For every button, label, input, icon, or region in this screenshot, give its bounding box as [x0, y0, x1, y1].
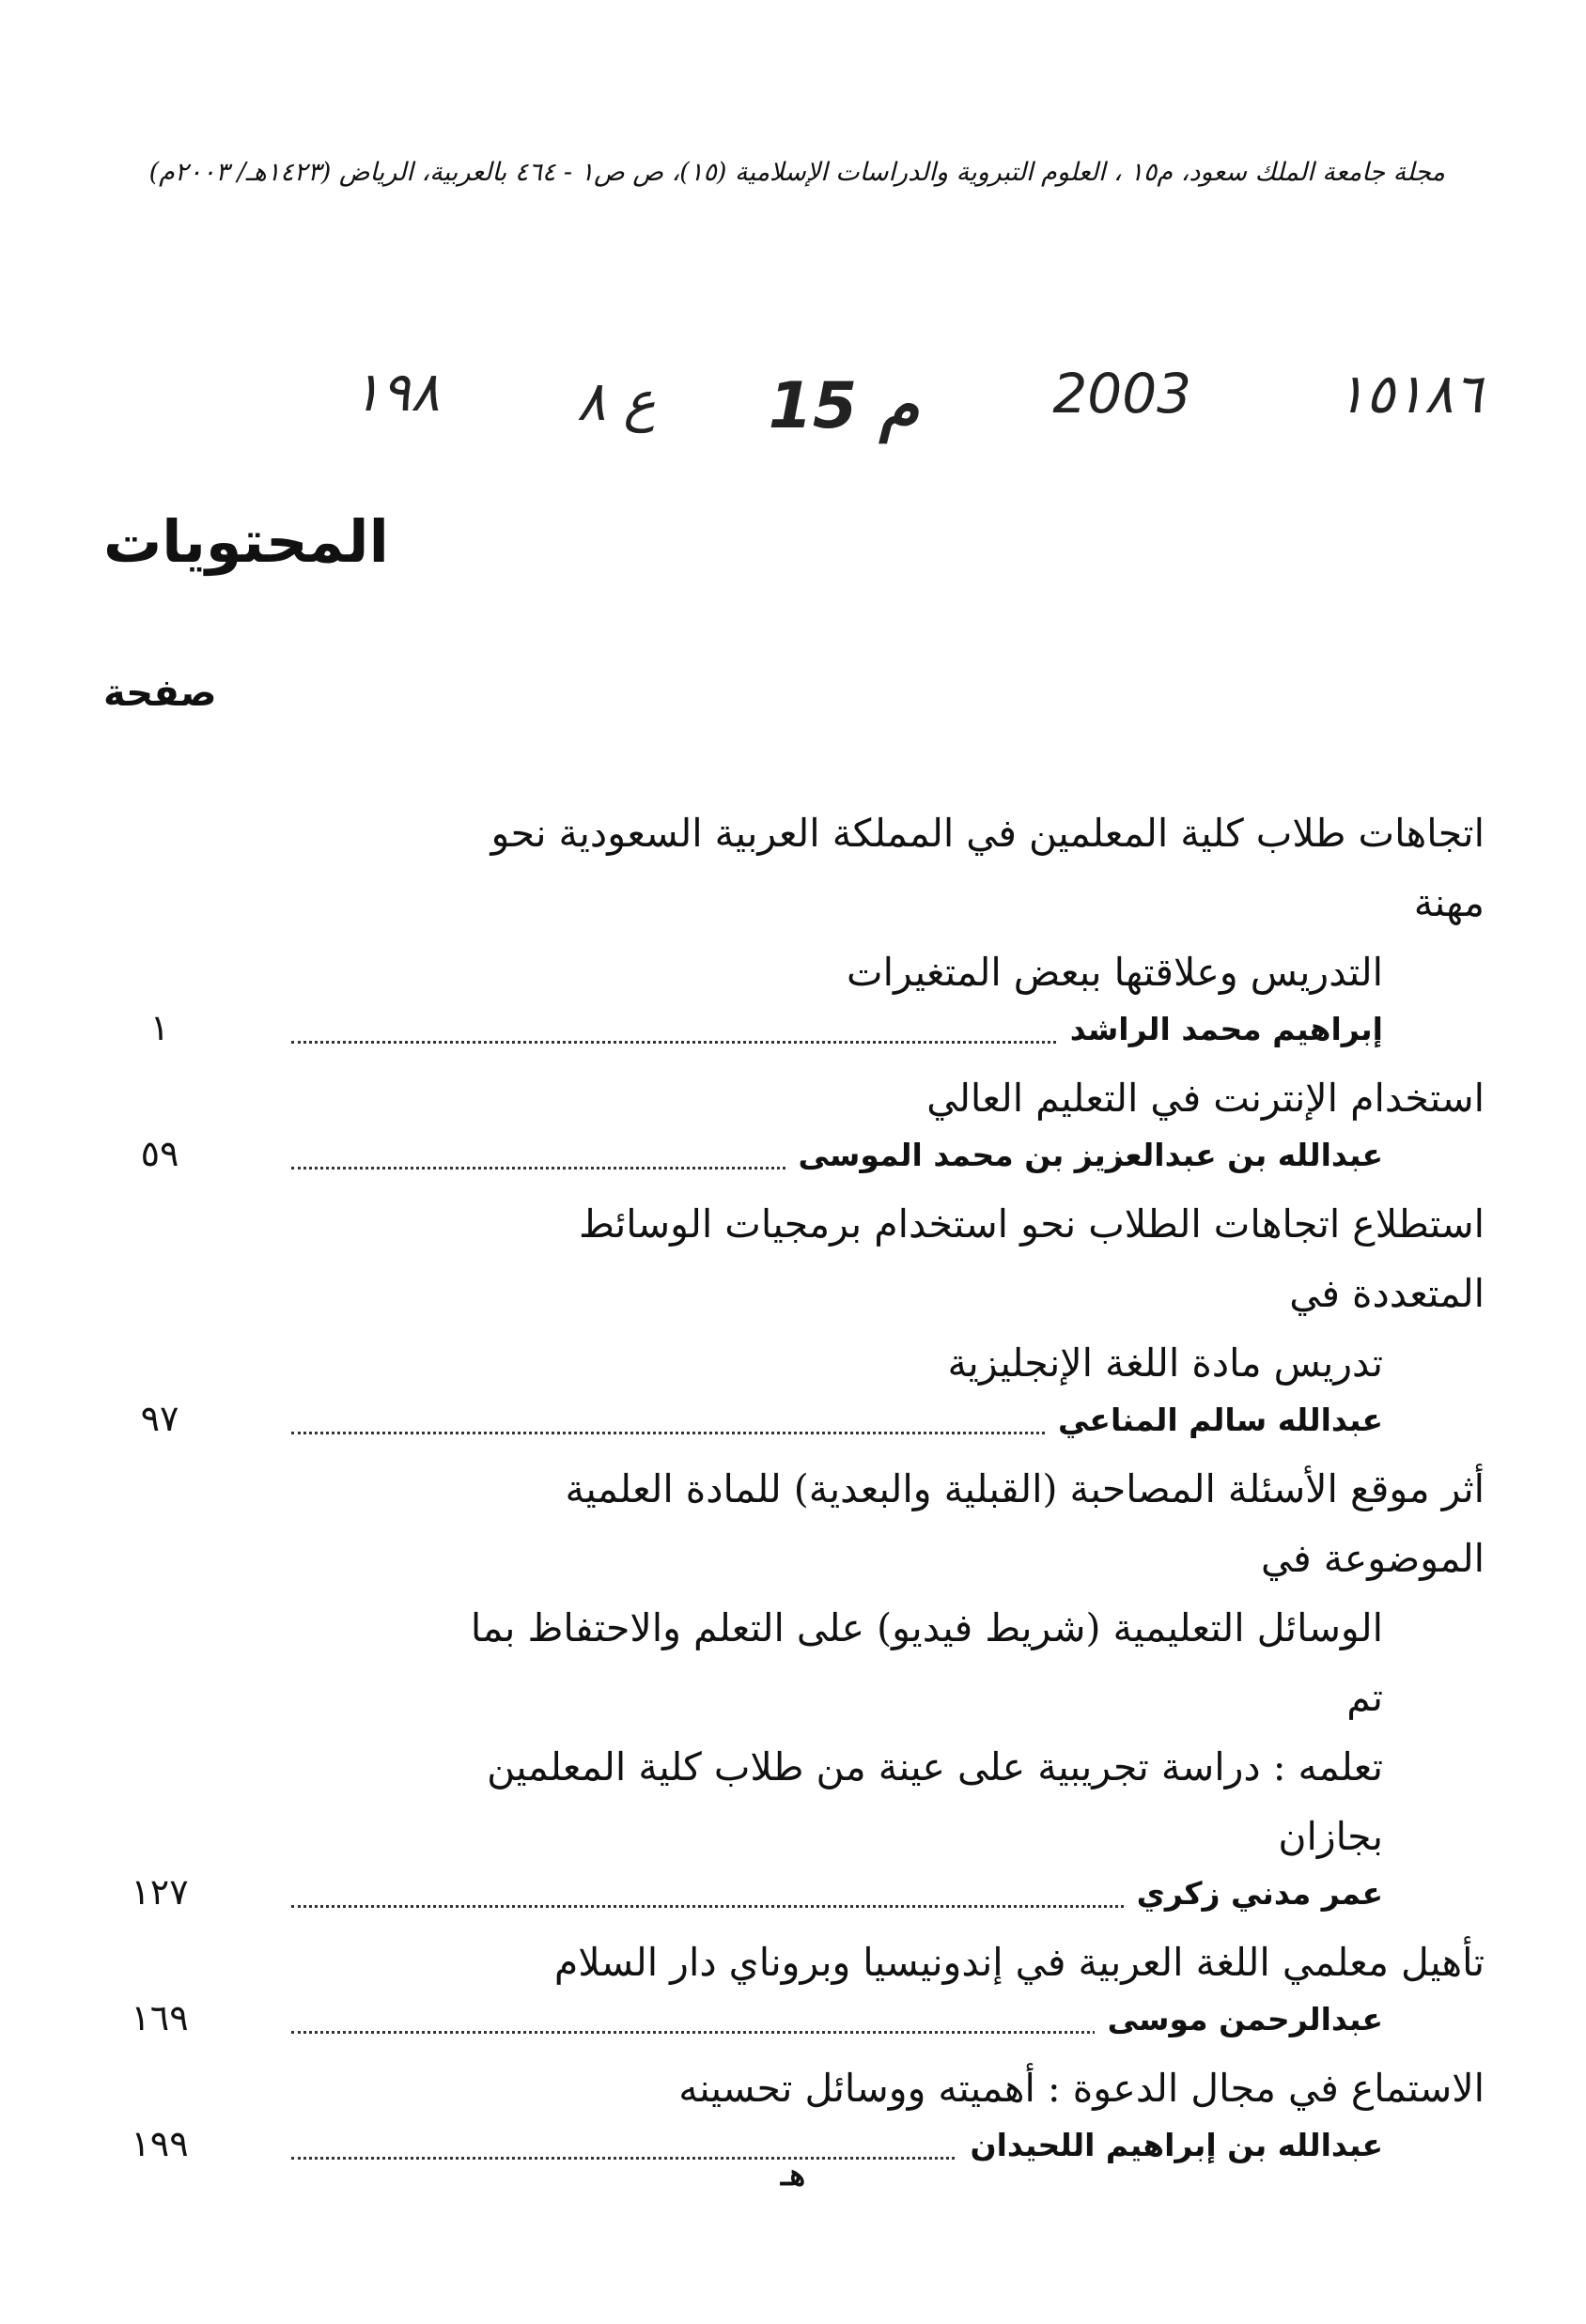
entry-author: عبدالله بن عبدالعزيز بن محمد الموسى — [785, 1137, 1384, 1173]
entry-title-line: أثر موقع الأسئلة المصاحبة (القبلية والبعدية) للمادة العلمية الموضوعة في — [565, 1466, 1485, 1581]
handwritten-note: ١٩٨ — [351, 360, 440, 424]
journal-citation: مجلة جامعة الملك سعود، م١٥ ، العلوم التبروية والدراسات الإسلامية (١٥)، ص ص١ - ٤٦٤ بالعربية، الرياض (١٤٢٣هـ/ ٢٠٠٣م) — [148, 158, 1445, 187]
author-row — [103, 1871, 1485, 1928]
page-title: المحتويات — [103, 507, 389, 576]
entry-title — [103, 1454, 1485, 1871]
toc-entry — [103, 1454, 1485, 1928]
author-row — [103, 1398, 1485, 1454]
entry-page-number: ١٢٧ — [131, 1871, 189, 1913]
entry-author: عبدالله بن إبراهيم اللحيدان — [956, 2127, 1383, 2163]
author-row — [103, 1997, 1485, 2053]
handwritten-note: م 15 — [768, 369, 919, 443]
handwritten-note: 2003 — [1052, 362, 1191, 426]
entry-title-line: التدريس وعلاقتها ببعض المتغيرات — [847, 950, 1383, 995]
author-row — [103, 1007, 1485, 1063]
entry-page-number: ٩٧ — [140, 1398, 179, 1439]
toc-entry — [103, 1189, 1485, 1454]
entry-title-line: اتجاهات طلاب كلية المعلمين في المملكة العربية السعودية نحو مهنة — [490, 811, 1485, 925]
toc-entry — [103, 1928, 1485, 2053]
toc-entry — [103, 1063, 1485, 1189]
handwritten-note: ١٥١٨٦ — [1336, 362, 1483, 426]
entry-title-line: استطلاع اتجاهات الطلاب نحو استخدام برمجيات الوسائط المتعددة في — [578, 1201, 1485, 1316]
entry-author: إبراهيم محمد الراشد — [1057, 1011, 1383, 1047]
entry-page-number: ١٦٩ — [131, 1997, 189, 2038]
entry-title — [103, 798, 1485, 1007]
page-column-label: صفحة — [103, 672, 217, 715]
entry-page-number: ٥٩ — [140, 1133, 179, 1174]
entry-title — [103, 1928, 1485, 1997]
entry-page-number: ١ — [149, 1007, 170, 1048]
page-marker: هـ — [780, 2157, 806, 2192]
table-of-contents — [103, 798, 1485, 2179]
entry-page-number: ١٩٩ — [131, 2123, 189, 2164]
handwritten-note: ع ٨ — [576, 369, 656, 433]
toc-entry — [103, 798, 1485, 1063]
entry-author: عمر مدني زكري — [1124, 1875, 1383, 1912]
entry-title-line: تعلمه : دراسة تجريبية على عينة من طلاب كلية المعلمين بجازان — [487, 1744, 1383, 1859]
entry-title-line: الوسائل التعليمية (شريط فيديو) على التعلم والاحتفاظ بما تم — [470, 1605, 1383, 1720]
entry-author: عبدالله سالم المناعي — [1045, 1402, 1383, 1438]
entry-title-line: الاستماع في مجال الدعوة : أهميته ووسائل تحسينه — [678, 2066, 1485, 2111]
entry-title — [103, 1063, 1485, 1133]
entry-title-line: استخدام الإنترنت في التعليم العالي — [926, 1076, 1485, 1121]
entry-author: عبدالرحمن موسى — [1095, 2001, 1383, 2037]
entry-title-line: تدريس مادة اللغة الإنجليزية — [947, 1340, 1383, 1386]
entry-title — [103, 1189, 1485, 1398]
handwritten-notes — [282, 352, 1483, 456]
entry-title — [103, 2053, 1485, 2123]
author-row — [103, 1133, 1485, 1189]
entry-title-line: تأهيل معلمي اللغة العربية في إندونيسيا وبروناي دار السلام — [553, 1940, 1485, 1985]
